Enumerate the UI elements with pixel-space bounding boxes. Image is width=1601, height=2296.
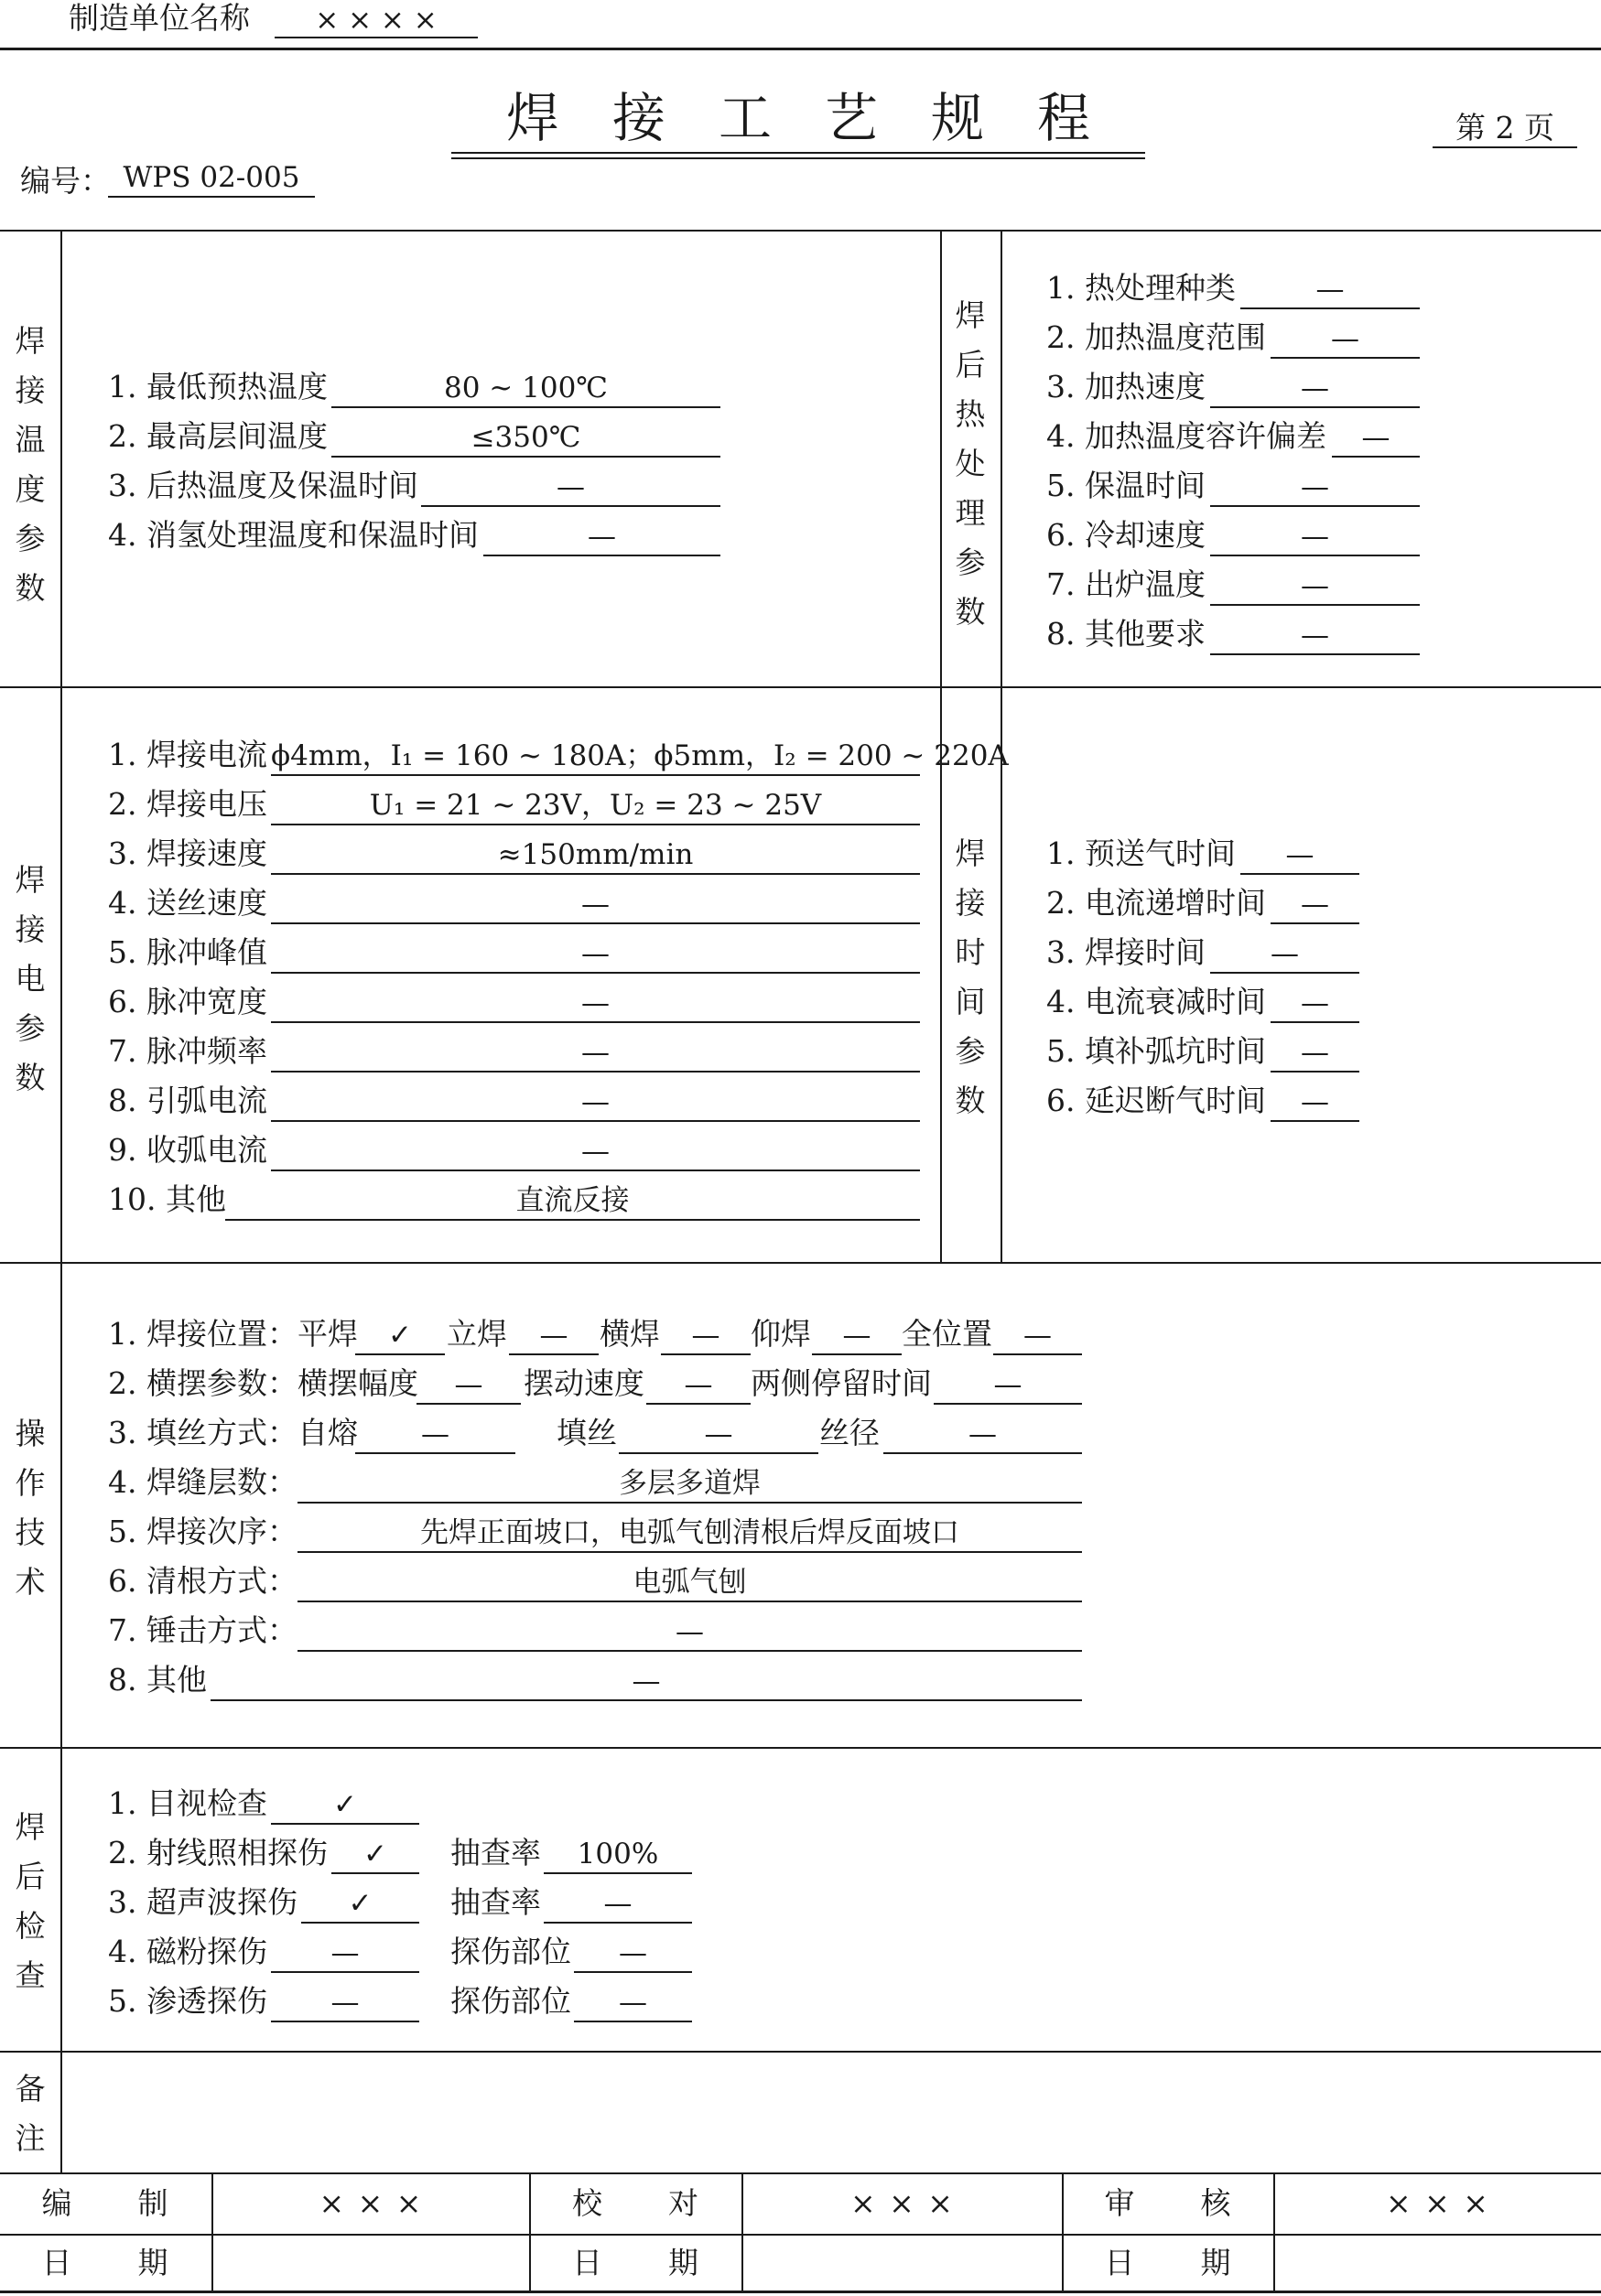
electrical-value-7: — [581,1036,610,1069]
technique-line-5: 5. 焊接次序： [108,1514,297,1549]
electrical-value-4: — [581,888,610,921]
inspection-value-2-field[interactable] [331,1838,419,1874]
technique-line-6: 6. 清根方式： [108,1563,297,1599]
pwht-value-1-field[interactable] [1240,273,1420,309]
inspection-extra-4-field[interactable] [574,1936,692,1973]
timing-section-label: 焊 接 时 间 参 数 [955,835,986,1118]
electrical-value-5: — [581,937,610,970]
inspection-value-1-field[interactable] [271,1788,419,1825]
filler-dia-field[interactable] [883,1417,1082,1454]
preheat-value-2: ≤350℃ [471,421,581,454]
technique-value-5-field[interactable] [297,1516,1082,1553]
filler-wire-label: 填丝 [557,1415,617,1450]
inspection-value-1: ✓ [333,1788,357,1821]
doc-code-label: 编号： [20,163,111,199]
preheat-value-4-field[interactable] [483,520,720,556]
row-divider-1 [0,686,1601,688]
table-top-border [0,230,1601,232]
electrical-value-8-field[interactable] [271,1085,920,1122]
filler-wire-field[interactable] [619,1417,818,1454]
position-all-field[interactable] [993,1319,1082,1355]
inspection-item-1: 1. 目视检查 [108,1785,267,1821]
electrical-value-7-field[interactable] [271,1036,920,1073]
doc-code-field[interactable] [108,161,315,198]
electrical-value-1-field[interactable] [271,739,1009,776]
electrical-item-3: 3. 焊接速度 [108,835,267,871]
inspection-item-4: 4. 磁粉探伤 [108,1934,267,1969]
electrical-item-9: 9. 收弧电流 [108,1132,267,1168]
page-number-underline [1433,146,1577,148]
pwht-value-5: — [1301,470,1329,503]
remarks-section-label: 备 注 [15,2071,46,2156]
technique-position-label: 1. 焊接位置：平焊 [108,1316,358,1352]
timing-value-2-field[interactable] [1271,888,1359,924]
pwht-item-4: 4. 加热温度容许偏差 [1046,418,1326,454]
checked-by-value[interactable]: × × × [850,2185,955,2221]
pwht-value-2: — [1331,322,1359,355]
pwht-value-2-field[interactable] [1271,322,1420,359]
inspection-extra-2: 100% [577,1838,659,1870]
date-label-3: 日 期 [1104,2245,1233,2280]
page-number: 第 2 页 [1455,110,1554,146]
date-label-2: 日 期 [572,2245,700,2280]
inspection-extra-5: — [619,1986,647,2019]
technique-value-6-field[interactable] [297,1566,1082,1602]
preheat-item-2: 2. 最高层间温度 [108,418,328,454]
prepared-by-value[interactable]: × × × [319,2185,424,2221]
timing-value-4-field[interactable] [1271,986,1359,1023]
timing-item-1: 1. 预送气时间 [1046,835,1236,871]
technique-section-label: 操 作 技 术 [15,1416,46,1600]
electrical-value-8: — [581,1085,610,1118]
timing-item-3: 3. 焊接时间 [1046,934,1206,970]
filler-autogenous-value: — [421,1417,449,1450]
electrical-value-2: U₁ = 21 ~ 23V，U₂ = 23 ~ 25V [369,789,822,822]
electrical-item-5: 5. 脉冲峰值 [108,934,267,970]
document-title-block [451,84,1145,157]
timing-value-1-field[interactable] [1240,838,1359,875]
electrical-value-10-field[interactable] [225,1184,920,1221]
inspection-value-3: ✓ [348,1887,373,1920]
timing-item-2: 2. 电流递增时间 [1046,885,1266,921]
timing-value-5-field[interactable] [1271,1036,1359,1073]
timing-item-6: 6. 延迟断气时间 [1046,1083,1266,1118]
technique-line-4: 4. 焊缝层数： [108,1464,297,1500]
inspection-extra-label-5: 探伤部位 [450,1983,571,2019]
inspection-value-5: — [330,1986,360,2019]
date-label-1: 日 期 [41,2245,170,2280]
pwht-value-8-field[interactable] [1210,619,1420,655]
pwht-item-8: 8. 其他要求 [1046,616,1206,652]
inspection-extra-3-field[interactable] [544,1887,692,1924]
position-vertical-value: — [539,1319,568,1352]
footer-row-divider [0,2234,1601,2236]
weave-speed-field[interactable] [646,1368,751,1405]
electrical-value-9-field[interactable] [271,1135,920,1171]
pwht-item-3: 3. 加热速度 [1046,369,1206,404]
pwht-value-4: — [1361,421,1390,454]
date-value-2[interactable] [743,2245,1062,2281]
remarks-field[interactable] [62,2053,1599,2172]
weave-dwell-label: 两侧停留时间 [751,1365,932,1401]
preheat-value-4: — [588,520,616,553]
electrical-item-10: 10. 其他 [108,1181,226,1217]
inspection-extra-5-field[interactable] [574,1986,692,2022]
inspection-value-3-field[interactable] [301,1887,419,1924]
timing-value-4: — [1301,986,1329,1019]
row-divider-2 [0,1262,1601,1264]
preheat-value-1: 80 ~ 100℃ [444,372,608,404]
pwht-item-7: 7. 出炉温度 [1046,566,1206,602]
table-bottom-border [0,2291,1601,2293]
pwht-item-6: 6. 冷却速度 [1046,517,1206,553]
manufacturer-field[interactable] [275,4,478,38]
technique-line-8: 8. 其他 [108,1662,207,1698]
electrical-item-8: 8. 引弧电流 [108,1083,267,1118]
position-horizontal-label: 横焊 [600,1316,660,1352]
header-rule [0,48,1601,50]
inspection-extra-label-2: 抽查率 [450,1835,541,1870]
technique-value-8-field[interactable] [211,1665,1082,1701]
technique-line-7: 7. 锤击方式： [108,1612,297,1648]
manufacturer-label: 制造单位名称 [69,0,250,36]
position-all-value: — [1023,1319,1052,1352]
pwht-value-8: — [1301,619,1329,652]
inspection-item-5: 5. 渗透探伤 [108,1983,267,2019]
row-divider-3 [0,1747,1601,1749]
timing-value-5: — [1301,1036,1329,1069]
weave-speed-value: — [684,1368,713,1401]
technique-value-6: 电弧气刨 [633,1566,747,1599]
position-horizontal-field[interactable] [661,1319,751,1355]
document-title: 焊 接 工 艺 规 程 [505,87,1090,149]
checked-by-label: 校 对 [572,2185,700,2221]
filler-autogenous-field[interactable] [355,1417,515,1454]
technique-value-4-field[interactable] [297,1467,1082,1504]
pwht-value-7-field[interactable] [1210,569,1420,606]
position-horizontal-value: — [691,1319,720,1352]
electrical-value-10: 直流反接 [515,1184,630,1217]
electrical-section-label: 焊 接 电 参 数 [15,862,46,1095]
row-divider-5 [0,2172,1601,2174]
technique-value-7: — [676,1615,704,1648]
inspection-value-4-field[interactable] [271,1936,419,1973]
pwht-value-6: — [1301,520,1329,553]
timing-value-2: — [1301,888,1329,921]
prepared-by-label: 编 制 [41,2185,170,2221]
pwht-value-6-field[interactable] [1210,520,1420,556]
timing-value-3: — [1271,937,1299,970]
weave-dwell-field[interactable] [934,1368,1082,1405]
timing-value-3-field[interactable] [1210,937,1359,974]
technique-value-7-field[interactable] [297,1615,1082,1652]
pwht-value-3: — [1301,372,1329,404]
electrical-value-2-field[interactable] [271,789,920,825]
label-column-divider [60,230,62,2172]
pwht-value-1: — [1315,273,1345,306]
inspection-section-label: 焊 后 检 查 [15,1809,46,1993]
electrical-value-6-field[interactable] [271,986,920,1023]
pwht-value-4-field[interactable] [1332,421,1420,458]
preheat-value-3: — [557,470,585,503]
position-vertical-field[interactable] [509,1319,599,1355]
doc-code-value: WPS 02-005 [123,161,300,194]
electrical-item-4: 4. 送丝速度 [108,885,267,921]
technique-weave-label: 2. 横摆参数：横摆幅度 [108,1365,418,1401]
position-all-label: 全位置 [902,1316,992,1352]
filler-dia-label: 丝径 [819,1415,880,1450]
pwht-section-label: 焊 后 热 处 理 参 数 [955,297,986,630]
timing-value-6: — [1301,1085,1329,1118]
preheat-item-4: 4. 消氢处理温度和保温时间 [108,517,479,553]
date-value-1[interactable] [213,2245,529,2281]
pwht-value-7: — [1301,569,1329,602]
preheat-value-1-field[interactable] [331,372,720,408]
electrical-item-7: 7. 脉冲频率 [108,1033,267,1069]
position-flat-check: ✓ [388,1319,412,1352]
weave-dwell-value: — [993,1368,1022,1401]
technique-filler-label: 3. 填丝方式：自熔 [108,1415,358,1450]
reviewed-by-label: 审 核 [1104,2185,1233,2221]
pwht-item-5: 5. 保温时间 [1046,468,1206,503]
preheat-item-1: 1. 最低预热温度 [108,369,328,404]
preheat-value-3-field[interactable] [421,470,720,507]
inspection-value-5-field[interactable] [271,1986,419,2022]
electrical-value-3: ≈150mm/min [497,838,694,871]
electrical-item-6: 6. 脉冲宽度 [108,984,267,1019]
filler-wire-value: — [704,1417,733,1450]
electrical-value-9: — [581,1135,610,1168]
position-vertical-label: 立焊 [447,1316,507,1352]
filler-dia-value: — [968,1417,997,1450]
timing-item-4: 4. 电流衰减时间 [1046,984,1266,1019]
preheat-item-3: 3. 后热温度及保温时间 [108,468,418,503]
electrical-value-1: ϕ4mm，I₁ = 160 ~ 180A；ϕ5mm，I₂ = 200 ~ 220A [271,739,1009,772]
timing-value-6-field[interactable] [1271,1085,1359,1122]
electrical-value-4-field[interactable] [271,888,920,924]
electrical-value-3-field[interactable] [271,838,920,875]
inspection-extra-label-3: 抽查率 [450,1884,541,1920]
technique-value-8: — [632,1665,661,1698]
pwht-item-2: 2. 加热温度范围 [1046,319,1266,355]
timing-item-5: 5. 填补弧坑时间 [1046,1033,1266,1069]
preheat-value-2-field[interactable] [331,421,720,458]
inspection-extra-4: — [619,1936,647,1969]
date-value-3[interactable] [1275,2245,1601,2281]
position-overhead-value: — [842,1319,871,1352]
inspection-item-3: 3. 超声波探伤 [108,1884,297,1920]
pwht-value-3-field[interactable] [1210,372,1420,408]
weave-width-value: — [454,1368,483,1401]
electrical-value-6: — [581,986,610,1019]
position-overhead-field[interactable] [812,1319,902,1355]
electrical-item-2: 2. 焊接电压 [108,786,267,822]
position-flat-field[interactable] [355,1319,445,1355]
technique-value-5: 先焊正面坡口，电弧气刨清根后焊反面坡口 [420,1516,959,1549]
inspection-item-2: 2. 射线照相探伤 [108,1835,328,1870]
electrical-value-5-field[interactable] [271,937,920,974]
inspection-value-2: ✓ [363,1838,387,1870]
timing-value-1: — [1285,838,1314,871]
electrical-item-1: 1. 焊接电流 [108,737,267,772]
inspection-extra-2-field[interactable] [544,1838,692,1874]
position-overhead-label: 仰焊 [751,1316,811,1352]
inspection-extra-label-4: 探伤部位 [450,1934,571,1969]
weave-speed-label: 摆动速度 [524,1365,644,1401]
inspection-extra-3: — [603,1887,633,1920]
reviewed-by-value[interactable]: × × × [1386,2185,1490,2221]
technique-value-4: 多层多道焊 [619,1467,761,1500]
pwht-value-5-field[interactable] [1210,470,1420,507]
weave-width-field[interactable] [416,1368,521,1405]
inspection-value-4: — [330,1936,360,1969]
pwht-item-1: 1. 热处理种类 [1046,270,1236,306]
manufacturer-value: × × × × [315,4,438,37]
preheat-section-label: 焊 接 温 度 参 数 [15,323,46,606]
